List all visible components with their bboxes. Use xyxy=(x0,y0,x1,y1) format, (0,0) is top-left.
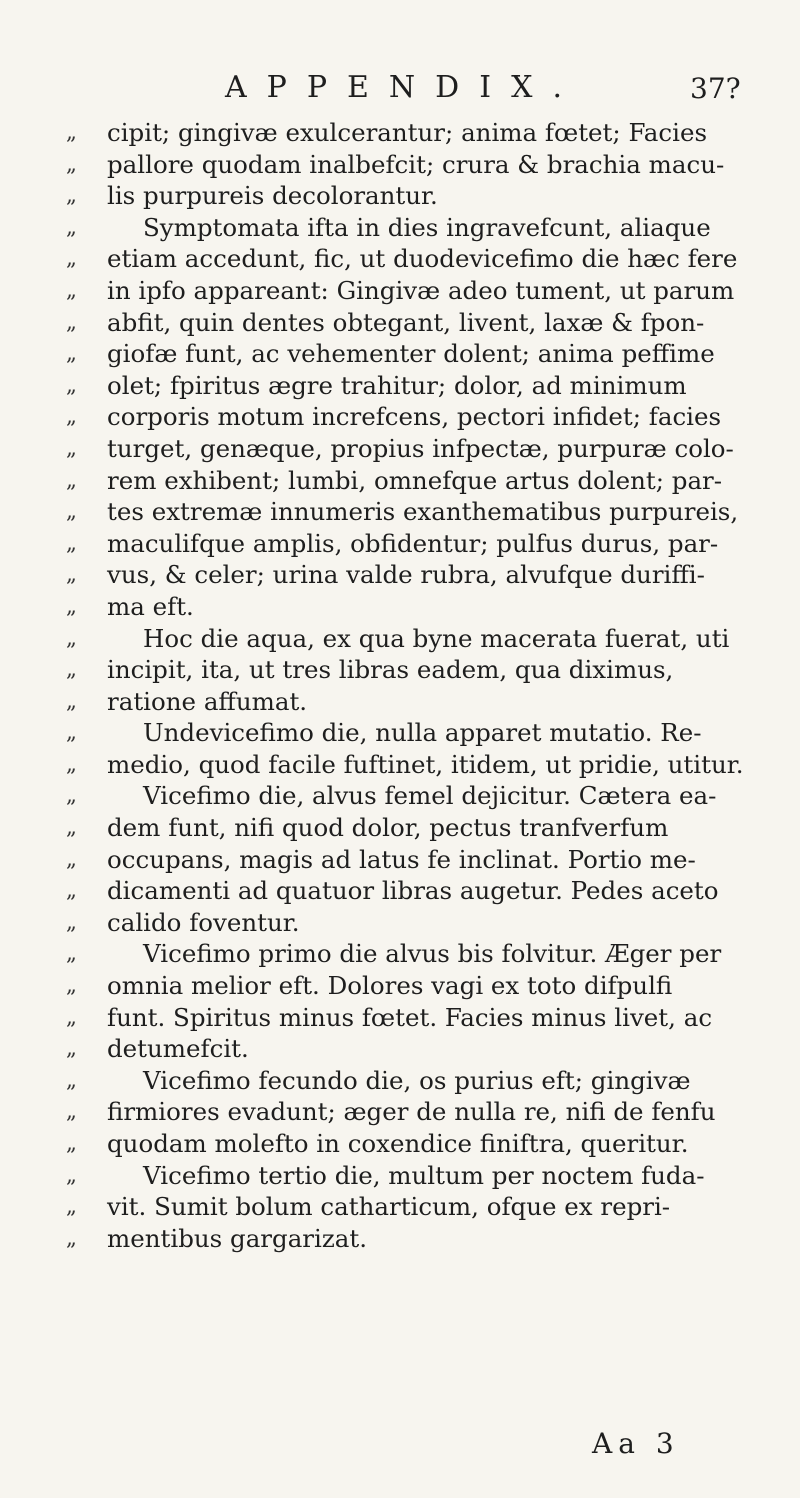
page-header xyxy=(0,70,800,110)
text-line xyxy=(0,780,800,812)
text-line xyxy=(0,1223,800,1255)
text-line xyxy=(0,970,800,1002)
line-text: rem exhibent; lumbi, omnefque artus dolent; par- xyxy=(107,465,723,495)
line-text: lis purpureis decolorantur. xyxy=(107,181,438,211)
quote-mark: „ xyxy=(66,309,77,334)
quote-mark: „ xyxy=(66,341,77,366)
quote-mark: „ xyxy=(66,1067,77,1092)
running-title: APPENDIX. xyxy=(225,70,582,105)
text-line xyxy=(0,307,800,339)
quote-mark: „ xyxy=(66,120,77,144)
text-line xyxy=(0,686,800,718)
line-text: funt. Spiritus minus fœtet. Facies minus livet, ac xyxy=(107,1002,713,1032)
line-text: vit. Sumit bolum catharticum, ofque ex repri- xyxy=(107,1192,671,1222)
text-line xyxy=(0,1065,800,1097)
line-text: olet; fpiritus ægre trahitur; dolor, ad minimum xyxy=(107,370,687,400)
line-text: omnia melior eft. Dolores vagi ex toto difpulfi xyxy=(107,971,673,1001)
text-line xyxy=(0,243,800,275)
quote-mark: „ xyxy=(66,1225,77,1250)
text-line xyxy=(0,1128,800,1160)
body-text xyxy=(0,117,800,1254)
line-text: dem funt, nifi quod dolor, pectus tranfverfum xyxy=(107,813,669,843)
line-text: detumefcit. xyxy=(107,1034,249,1064)
text-line xyxy=(0,1160,800,1192)
text-line xyxy=(0,875,800,907)
line-text: Vicefimo fecundo die, os purius eft; gingivæ xyxy=(143,1065,691,1095)
quote-mark: „ xyxy=(66,562,77,587)
text-line xyxy=(0,717,800,749)
text-line xyxy=(0,180,800,212)
quote-mark: „ xyxy=(66,435,77,460)
quote-mark: „ xyxy=(66,783,77,808)
quote-mark: „ xyxy=(66,1162,77,1187)
line-text: etiam accedunt, fic, ut duodevicefimo die hæc fere xyxy=(107,244,738,274)
text-line xyxy=(0,559,800,591)
quote-mark: „ xyxy=(66,720,77,745)
quote-mark: „ xyxy=(66,593,77,618)
line-text: incipit, ita, ut tres libras eadem, qua diximus, xyxy=(107,655,674,685)
quote-mark: „ xyxy=(66,1004,77,1029)
quote-mark: „ xyxy=(66,909,77,934)
text-line xyxy=(0,749,800,781)
quote-mark: „ xyxy=(66,1131,77,1155)
signature-mark: Aa 3 xyxy=(592,1427,680,1460)
text-line xyxy=(0,1096,800,1128)
text-line xyxy=(0,338,800,370)
text-line xyxy=(0,496,800,528)
line-text: cipit; gingivæ exulcerantur; anima fœtet; Facies xyxy=(107,118,708,147)
quote-mark: „ xyxy=(66,1099,77,1124)
line-text: corporis motum increfcens, pectori infidet; facies xyxy=(107,402,722,432)
page-number: 37? xyxy=(690,72,741,105)
text-line xyxy=(0,212,800,244)
line-text: dicamenti ad quatuor libras augetur. Pedes aceto xyxy=(107,876,719,906)
line-text: Vicefimo die, alvus femel dejicitur. Cætera ea- xyxy=(143,781,717,811)
text-line xyxy=(0,907,800,939)
text-line xyxy=(0,654,800,686)
quote-mark: „ xyxy=(66,1036,77,1061)
quote-mark: „ xyxy=(66,151,77,176)
text-line xyxy=(0,938,800,970)
quote-mark: „ xyxy=(66,878,77,903)
quote-mark: „ xyxy=(66,657,77,682)
line-text: turget, genæque, propius infpectæ, purpuræ colo- xyxy=(107,433,734,463)
text-line xyxy=(0,1033,800,1065)
quote-mark: „ xyxy=(66,404,77,429)
text-line xyxy=(0,1002,800,1034)
line-text: maculifque amplis, obfidentur; pulfus durus, par- xyxy=(107,528,719,558)
line-text: ratione affumat. xyxy=(107,686,308,716)
line-text: mentibus gargarizat. xyxy=(107,1223,368,1253)
text-line xyxy=(0,117,800,149)
text-line xyxy=(0,591,800,623)
line-text: quodam molefto in coxendice finiftra, queritur. xyxy=(107,1129,689,1158)
quote-mark: „ xyxy=(66,467,77,492)
text-line xyxy=(0,401,800,433)
line-text: firmiores evadunt; æger de nulla re, nifi de fenfu xyxy=(107,1097,716,1127)
line-text: Symptomata ifta in dies ingravefcunt, aliaque xyxy=(143,212,711,242)
line-text: Undevicefimo die, nulla apparet mutatio. Re- xyxy=(143,718,702,748)
line-text: Vicefimo tertio die, multum per noctem fuda- xyxy=(143,1160,705,1190)
text-line xyxy=(0,528,800,560)
line-text: calido foventur. xyxy=(107,907,300,937)
line-text: medio, quod facile fuftinet, itidem, ut pridie, utitur. xyxy=(107,749,744,779)
text-line xyxy=(0,275,800,307)
text-line xyxy=(0,149,800,181)
text-line xyxy=(0,812,800,844)
quote-mark: „ xyxy=(66,846,77,871)
quote-mark: „ xyxy=(66,246,77,271)
quote-mark: „ xyxy=(66,815,77,840)
quote-mark: „ xyxy=(66,214,77,239)
quote-mark: „ xyxy=(66,530,77,555)
quote-mark: „ xyxy=(66,625,77,650)
text-line xyxy=(0,623,800,655)
line-text: vus, & celer; urina valde rubra, alvufque duriffi- xyxy=(107,560,705,590)
quote-mark: „ xyxy=(66,183,77,208)
line-text: tes extremæ innumeris exanthematibus purpureis, xyxy=(107,497,739,527)
line-text: abfit, quin dentes obtegant, livent, laxæ & fpon- xyxy=(107,307,705,337)
quote-mark: „ xyxy=(66,499,77,524)
quote-mark: „ xyxy=(66,277,77,302)
quote-mark: „ xyxy=(66,751,77,776)
line-text: giofæ funt, ac vehementer dolent; anima peffime xyxy=(107,339,715,369)
text-line xyxy=(0,1191,800,1223)
quote-mark: „ xyxy=(66,1194,77,1219)
line-text: in ipfo appareant: Gingivæ adeo tument, ut parum xyxy=(107,275,735,305)
line-text: Hoc die aqua, ex qua byne macerata fuerat, uti xyxy=(143,623,730,653)
quote-mark: „ xyxy=(66,973,77,998)
line-text: ma eft. xyxy=(107,591,194,621)
text-line xyxy=(0,370,800,402)
line-text: pallore quodam inalbefcit; crura & brachia macu- xyxy=(107,149,725,179)
text-line xyxy=(0,844,800,876)
text-line xyxy=(0,433,800,465)
text-line xyxy=(0,465,800,497)
quote-mark: „ xyxy=(66,941,77,966)
quote-mark: „ xyxy=(66,372,77,397)
line-text: Vicefimo primo die alvus bis folvitur. Æger per xyxy=(143,939,722,969)
quote-mark: „ xyxy=(66,688,77,713)
line-text: occupans, magis ad latus fe inclinat. Portio me- xyxy=(107,844,696,874)
